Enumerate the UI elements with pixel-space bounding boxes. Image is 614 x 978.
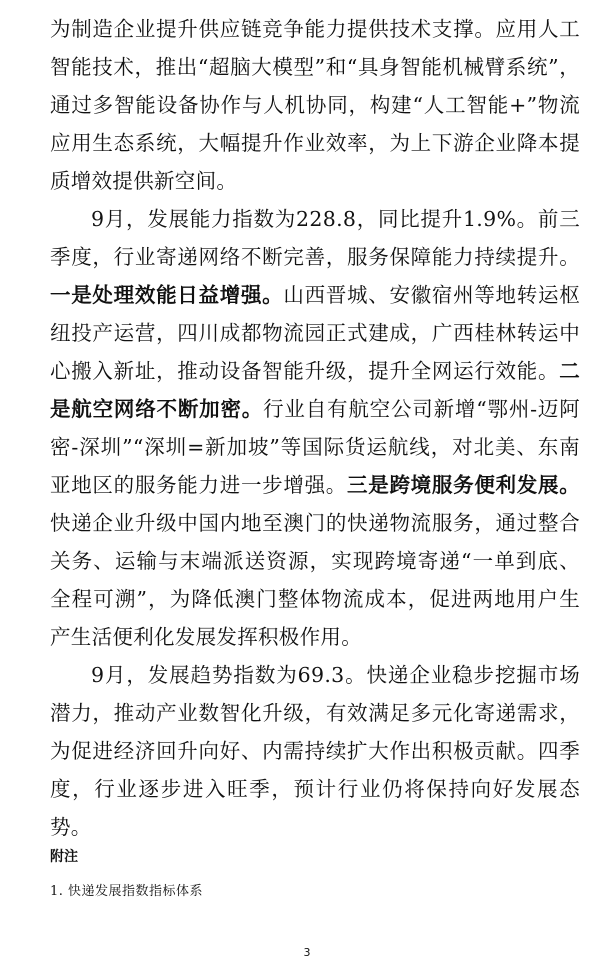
paragraph-text: 行业自有航空公司新增“鄂州-迈阿密-深圳”“深圳=新加坡”等国际货运航线，对北美、东南亚地区的服务能力进一步增强。 (50, 397, 580, 497)
paragraph-text: 快递企业升级中国内地至澳门的快递物流服务，通过整合关务、运输与末端派送资源，实现跨境寄递“一单到底、全程可溯”，为降低澳门整体物流成本，促进两地用户生产生活便利化发展发挥积极作用。 (50, 511, 580, 649)
paragraph-development-capacity (50, 200, 580, 656)
notes-item: 1. 快递发展指数指标体系 (50, 884, 204, 899)
document-body (50, 10, 580, 846)
bold-point-2: 二是航空网络不断加密。 (50, 359, 580, 421)
paragraph-text: 9月，发展能力指数为228.8，同比提升1.9%。前三季度，行业寄递网络不断完善，服务保障能力持续提升。 (50, 207, 580, 269)
notes-title: 附注 (50, 849, 78, 865)
paragraph-tech-support (50, 10, 580, 200)
paragraph-text: 为制造企业提升供应链竞争能力提供技术支撑。应用人工智能技术，推出“超脑大模型”和“具身智能机械臂系统”，通过多智能设备协作与人机协同，构建“人工智能+”物流应用生态系统，大幅提升作业效率，为上下游企业降本提质增效提供新空间。 (50, 17, 580, 193)
paragraph-text: 9月，发展趋势指数为69.3。快递企业稳步挖掘市场潜力，推动产业数智化升级，有效满足多元化寄递需求，为促进经济回升向好、内需持续扩大作出积极贡献。四季度，行业逐步进入旺季，预计行业仍将保持向好发展态势。 (50, 663, 580, 839)
paragraph-development-trend (50, 656, 580, 846)
paragraph-text: 山西晋城、安徽宿州等地转运枢纽投产运营，四川成都物流园正式建成，广西桂林转运中心搬入新址，推动设备智能升级，提升全网运行效能。 (50, 283, 580, 383)
bold-point-3: 三是跨境服务便利发展。 (347, 473, 580, 497)
bold-point-1: 一是处理效能日益增强。 (50, 283, 284, 307)
page-number: 3 (303, 946, 311, 959)
